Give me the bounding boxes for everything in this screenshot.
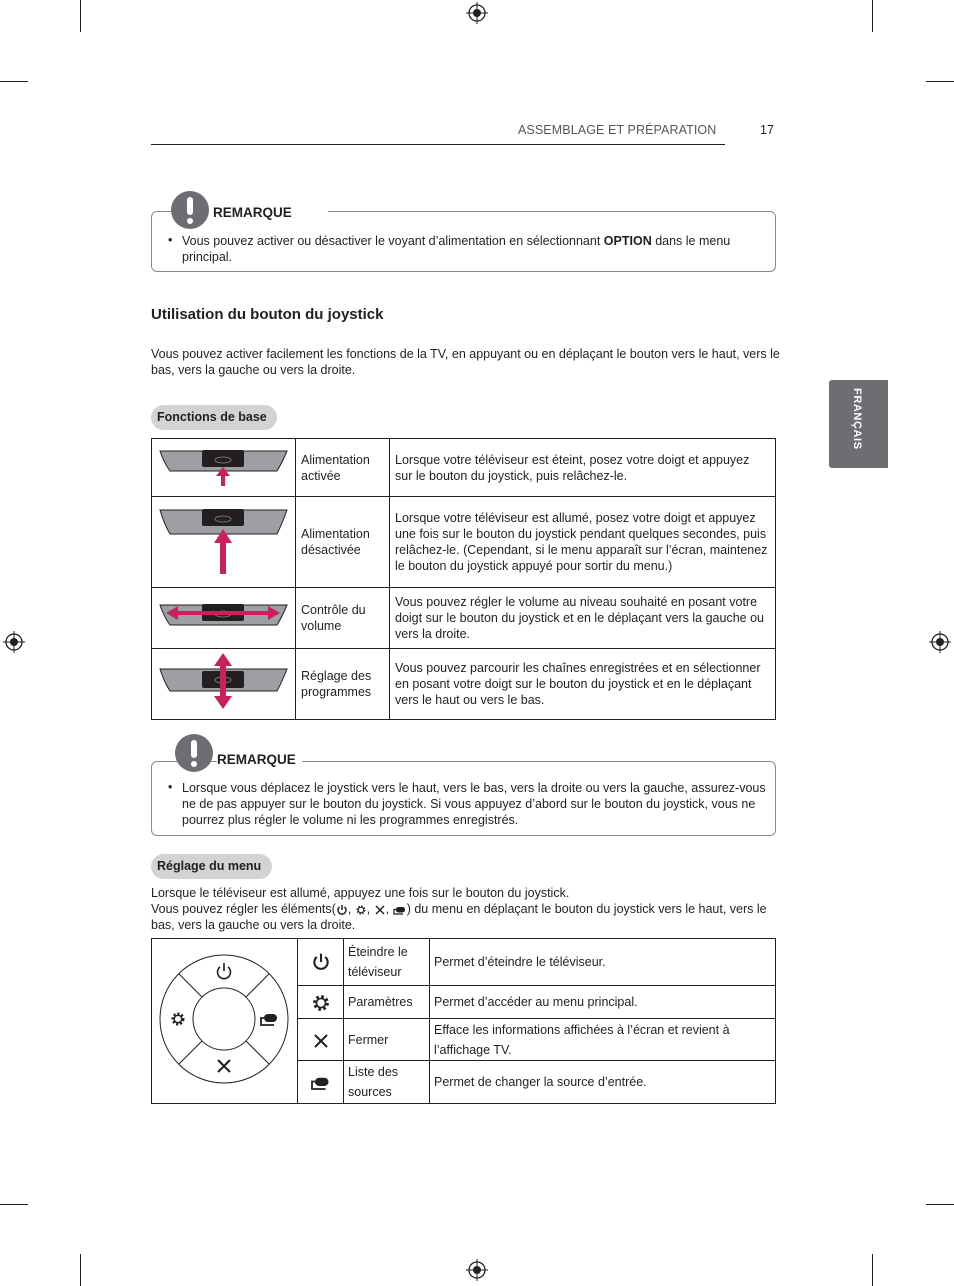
illustration-cell (152, 588, 296, 649)
gear-icon (355, 904, 367, 916)
illustration-cell (152, 497, 296, 588)
icon-cell (298, 1019, 344, 1061)
basic-functions-table (151, 438, 776, 720)
menu-item-description: Efface les informations affichées à l’écran et revient à l’affichage TV. (430, 1019, 776, 1061)
intro-paragraph: Vous pouvez activer facilement les fonctions de la TV, en appuyant ou en déplaçant le bouton vers le haut, vers le bas, vers la gauche ou vers la droite. (151, 347, 780, 377)
registration-mark-icon (466, 1259, 488, 1281)
header-rule (151, 144, 725, 145)
icon-cell (298, 1061, 344, 1104)
section-title: Utilisation du bouton du joystick (151, 306, 384, 323)
joystick-press-illustration (152, 439, 295, 492)
running-header: ASSEMBLAGE ET PRÉPARATION (518, 123, 717, 137)
crop-mark (926, 81, 954, 82)
menu-item-name: Liste des sources (344, 1061, 430, 1104)
table-row (152, 439, 776, 497)
menu-item-description: Permet de changer la source d’entrée. (430, 1061, 776, 1104)
basic-functions-label: Fonctions de base (151, 405, 277, 430)
illustration-cell (152, 649, 296, 720)
function-description: Vous pouvez parcourir les chaînes enregistrées et en sélectionner en posant votre doigt sur le bouton du joystick et en le déplaçant vers le haut ou vers le bas. (390, 649, 776, 720)
crop-mark (872, 0, 873, 32)
table-row (152, 649, 776, 720)
joystick-menu-diagram (152, 939, 297, 1097)
language-tab-label: FRANÇAIS (851, 388, 863, 450)
note-title: REMARQUE (213, 205, 298, 220)
language-tab (829, 380, 888, 468)
menu-item-name: Paramètres (344, 985, 430, 1019)
menu-settings-label: Réglage du menu (151, 854, 272, 879)
page-number: 17 (760, 123, 774, 137)
icon-cell (298, 985, 344, 1019)
power-icon (336, 904, 348, 916)
table-row (152, 588, 776, 649)
function-description: Lorsque votre téléviseur est éteint, posez votre doigt et appuyez sur le bouton du joystick, puis relâchez-le. (390, 439, 776, 497)
warning-icon (175, 734, 213, 772)
note-text: Vous pouvez activer ou désactiver le voyant d’alimentation en sélectionnant OPTION dans le menu principal. (182, 234, 731, 264)
crop-mark (926, 1204, 954, 1205)
icon-cell (298, 939, 344, 986)
warning-icon (171, 191, 209, 229)
function-name: Contrôle du volume (296, 588, 390, 649)
note-title: REMARQUE (217, 752, 302, 767)
bullet: • (168, 780, 173, 794)
input-source-icon (310, 1074, 332, 1092)
menu-diagram-cell (152, 939, 298, 1104)
note-text: Lorsque vous déplacez le joystick vers le haut, vers le bas, vers la droite ou vers la gauche, assurez-vous ne de pas appuyer sur le bouton du joystick. Si vous appuyez d’abord sur le bouton du joystick, vous ne pourrez plus régler le volume ni les programmes enregistrés. (182, 781, 766, 827)
table-row (152, 939, 776, 986)
menu-item-name: Éteindre le téléviseur (344, 939, 430, 986)
illustration-cell (152, 439, 296, 497)
menu-item-name: Fermer (344, 1019, 430, 1061)
bullet: • (168, 233, 173, 247)
function-description: Lorsque votre téléviseur est allumé, posez votre doigt et appuyez une fois sur le bouton du joystick pendant quelques secondes, puis relâchez-le. (Cependant, si le menu apparaît sur l’écran, maintenez le bouton du joystick appuyé pour sortir du menu.) (390, 497, 776, 588)
function-name: Alimentation désactivée (296, 497, 390, 588)
registration-mark-icon (929, 631, 951, 653)
menu-item-description: Permet d’accéder au menu principal. (430, 985, 776, 1019)
gear-icon (311, 993, 331, 1013)
table-row (152, 497, 776, 588)
menu-table (151, 938, 776, 1104)
joystick-up-down-illustration (152, 649, 295, 715)
power-icon (311, 952, 331, 972)
registration-mark-icon (466, 2, 488, 24)
crop-mark (80, 0, 81, 32)
input-source-icon (393, 904, 407, 916)
crop-mark (872, 1254, 873, 1286)
crop-mark (0, 81, 28, 82)
close-icon (312, 1032, 330, 1050)
joystick-long-press-illustration (152, 497, 295, 583)
crop-mark (80, 1254, 81, 1286)
close-icon (374, 904, 386, 916)
menu-paragraph: Lorsque le téléviseur est allumé, appuyez une fois sur le bouton du joystick. Vous pouvez régler les éléments( , , , ) du menu en déplaçant le bouton du joystick vers le haut, vers le bas, vers la gauche ou vers la droite. (151, 886, 767, 932)
registration-mark-icon (3, 631, 25, 653)
function-description: Vous pouvez régler le volume au niveau souhaité en posant votre doigt sur le bouton du joystick et en le déplaçant vers la gauche ou vers la droite. (390, 588, 776, 649)
function-name: Réglage des programmes (296, 649, 390, 720)
joystick-left-right-illustration (152, 588, 295, 644)
function-name: Alimentation activée (296, 439, 390, 497)
menu-item-description: Permet d’éteindre le téléviseur. (430, 939, 776, 986)
crop-mark (0, 1204, 28, 1205)
